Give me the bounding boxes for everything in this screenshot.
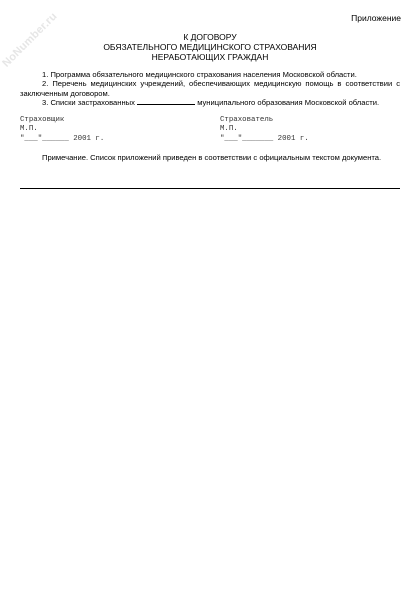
insurer-seal: М.П. (20, 125, 38, 134)
document-title-line-1: К ДОГОВОРУ (183, 32, 237, 42)
insurer-date: "___"______ 2001 г. (20, 134, 105, 143)
policyholder-role: Страхователь (220, 116, 274, 124)
list-item-3 (20, 97, 400, 108)
insurer-role: Страховщик (20, 116, 65, 124)
policyholder-date: "___"_______ 2001 г. (220, 134, 309, 143)
note-paragraph (20, 153, 400, 163)
list-item-2 (20, 79, 400, 98)
list-item-3-text-before: 3. Списки застрахованных (42, 98, 135, 107)
bottom-divider (20, 188, 400, 189)
list-item-3-text-after: муниципального образования Московской области. (197, 98, 380, 107)
fill-in-blank (137, 97, 195, 105)
list-item-2-text: 2. Перечень медицинских учреждений, обеспечивающих медицинскую помощь в соответствии с заключенным договором. (20, 79, 400, 98)
appendix-label: Приложение (351, 13, 401, 23)
document-title-line-2: ОБЯЗАТЕЛЬНОГО МЕДИЦИНСКОГО СТРАХОВАНИЯ (103, 42, 317, 52)
signature-block-insurer (20, 116, 104, 144)
note-text: Примечание. Список приложений приведен в соответствии с официальным текстом документа. (42, 153, 382, 162)
signature-block-policyholder (220, 116, 309, 144)
policyholder-seal: М.П. (220, 125, 238, 134)
list-item-1-text: 1. Программа обязательного медицинского страхования населения Московской области. (42, 70, 357, 79)
watermark-logo: NoNumber.ru (0, 10, 60, 70)
document-title-line-3: НЕРАБОТАЮЩИХ ГРАЖДАН (151, 52, 269, 62)
